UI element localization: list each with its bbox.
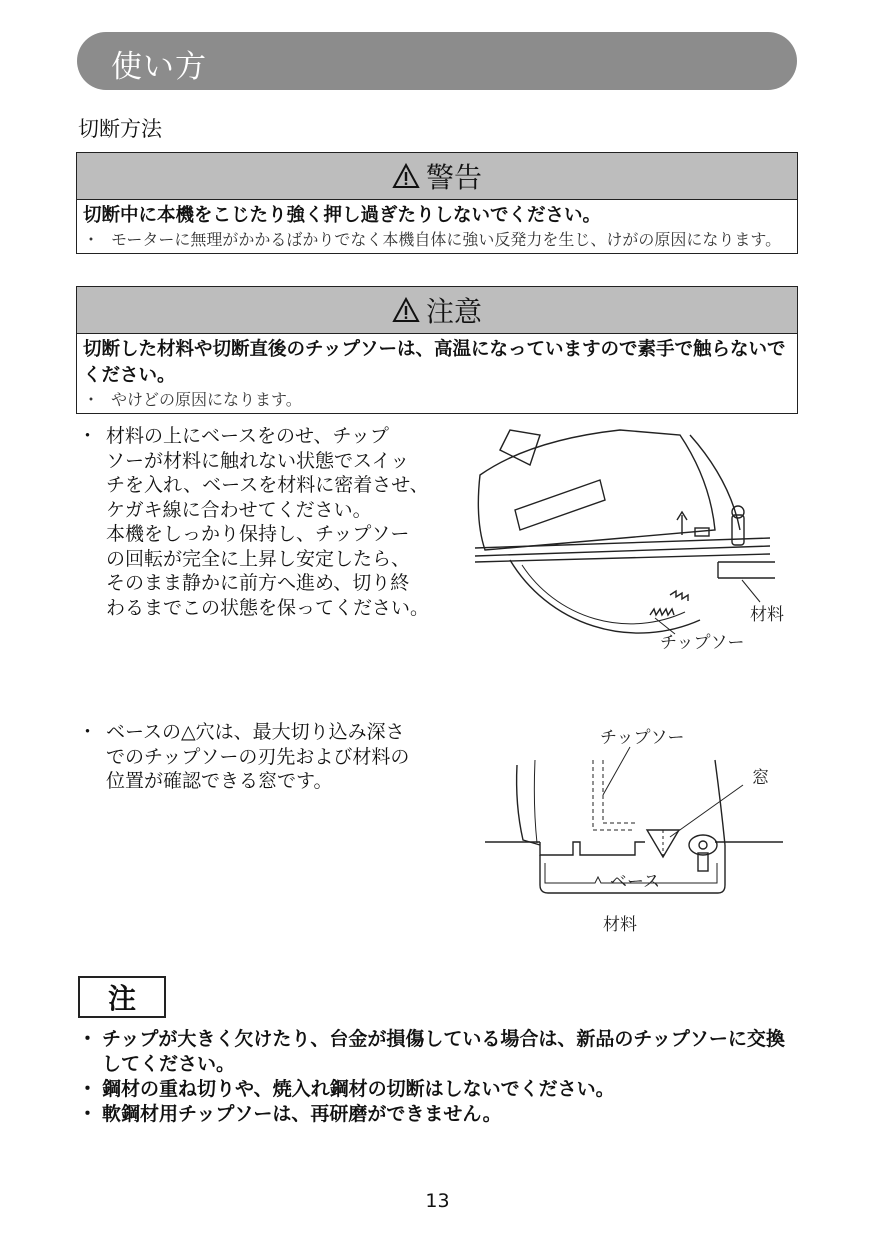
bullet: ・ [78, 1028, 98, 1050]
caution-box [76, 286, 798, 414]
subheading: 切断方法 [78, 117, 162, 141]
instruction-2 [78, 720, 468, 794]
page-number: 13 [425, 1190, 450, 1212]
warning-title: 警告 [425, 161, 482, 194]
note-item [78, 1027, 798, 1077]
note-item-text: 軟鋼材用チップソーは、再研磨ができません。 [102, 1103, 502, 1125]
instruction-1 [78, 424, 468, 620]
caution-title: 注意 [425, 295, 482, 328]
bullet: ・ [78, 1078, 98, 1100]
warning-detail-text: モーターに無理がかかるばかりでなく本機自体に強い反発力を生じ、けがの原因になります。 [111, 230, 782, 249]
warning-header [77, 153, 797, 200]
note-item [78, 1102, 798, 1127]
figure2-base-label: ベース [610, 872, 661, 892]
caution-triangle-icon [392, 297, 420, 323]
note-list [78, 1027, 798, 1127]
warning-triangle-icon [392, 163, 420, 189]
section-header [77, 32, 797, 90]
note-item [78, 1077, 798, 1102]
caution-lead: 切断した材料や切断直後のチップソーは、高温になっていますので素手で触らないでください。 [83, 339, 786, 386]
note-title: 注 [107, 982, 136, 1015]
caution-header [77, 287, 797, 334]
figure1-saw-label: チップソー [660, 633, 745, 653]
bullet: ・ [83, 230, 100, 249]
section-title: 使い方 [111, 49, 207, 85]
warning-detail [77, 229, 797, 253]
bullet: ・ [78, 1103, 98, 1125]
caution-detail [77, 389, 797, 413]
note-item-text: 鋼材の重ね切りや、焼入れ鋼材の切断はしないでください。 [102, 1078, 615, 1100]
note-item-text: チップが大きく欠けたり、台金が損傷している場合は、新品のチップソーに交換してください。 [102, 1028, 785, 1075]
figure2-material-label: 材料 [603, 915, 637, 935]
warning-box [76, 152, 798, 254]
note-title-box [78, 976, 166, 1018]
bullet: ・ [83, 390, 100, 409]
figure1-material-label: 材料 [750, 605, 784, 625]
instruction-1-text: 材料の上にベースをのせ、チップ ソーが材料に触れない状態でスイッ チを入れ、ベースを材料に密着させ、 ケガキ線に合わせてください。 本機をしっかり保持し、チップソー の回転が完全に上昇し安定したら、 そのまま静かに前方へ進め、切り終 わるまでこの状態を保ってください。 [106, 425, 430, 619]
figure2-window-label: 窓 [752, 768, 769, 788]
bullet: ・ [78, 425, 98, 447]
warning-lead: 切断中に本機をこじたり強く押し過ぎたりしないでください。 [83, 205, 602, 226]
figure2-saw-label: チップソー [600, 728, 685, 748]
caution-detail-text: やけどの原因になります。 [111, 390, 302, 409]
instruction-2-text: ベースの△穴は、最大切り込み深さ でのチップソーの刃先および材料の 位置が確認できる窓です。 [106, 721, 410, 792]
bullet: ・ [78, 721, 98, 743]
